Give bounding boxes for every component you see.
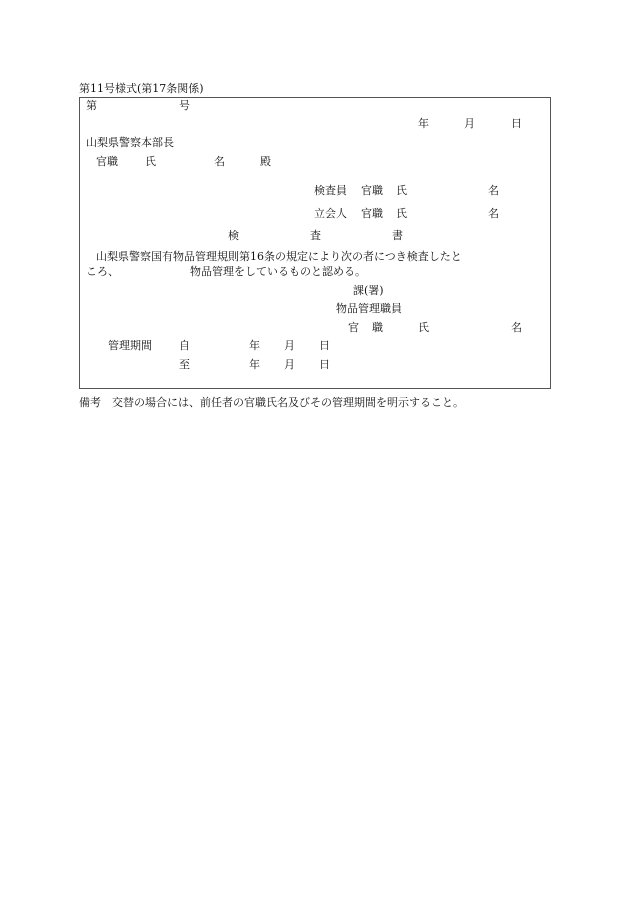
body-line-2-start: ころ、: [86, 265, 119, 278]
doc-number-suffix: 号: [179, 99, 190, 112]
period-to-month: 月: [284, 358, 295, 371]
inspector-title: 官職: [361, 184, 383, 197]
inspector-name-mei: 名: [488, 184, 499, 197]
period-to-year: 年: [249, 358, 260, 371]
manager-role: 物品管理職員: [336, 302, 402, 315]
manager-title-shoku: 職: [372, 321, 383, 334]
manager-name-mei: 名: [511, 321, 522, 334]
witness-title: 官職: [361, 207, 383, 220]
addressee-name-shi: 氏: [145, 155, 156, 168]
doc-title-char-1: 検: [228, 229, 239, 242]
period-from-day: 日: [319, 339, 330, 352]
addressee-organization: 山梨県警察本部長: [86, 136, 174, 149]
date-month: 月: [464, 117, 475, 130]
manager-name-shi: 氏: [418, 321, 429, 334]
remarks-note: 備考 交替の場合には、前任者の官職氏名及びその管理期間を明示すること。: [79, 396, 464, 409]
period-to: 至: [179, 358, 190, 371]
doc-title-char-2: 査: [310, 229, 321, 242]
inspector-name-shi: 氏: [396, 184, 407, 197]
addressee-title: 官職: [96, 155, 118, 168]
doc-number-prefix: 第: [86, 99, 97, 112]
witness-name-shi: 氏: [396, 207, 407, 220]
witness-name-mei: 名: [488, 207, 499, 220]
inspector-role: 検査員: [314, 184, 347, 197]
date-day: 日: [511, 117, 522, 130]
body-line-2-end: 物品管理をしているものと認める。: [190, 265, 366, 278]
period-from-month: 月: [284, 339, 295, 352]
period-to-day: 日: [319, 358, 330, 371]
body-line-1: 山梨県警察国有物品管理規則第16条の規定により次の者につき検査したと: [96, 250, 462, 263]
addressee-name-mei: 名: [214, 155, 225, 168]
period-from: 自: [179, 339, 190, 352]
period-label: 管理期間: [108, 339, 152, 352]
manager-title-kan: 官: [348, 321, 359, 334]
doc-title-char-3: 書: [392, 229, 403, 242]
date-year: 年: [418, 117, 429, 130]
period-from-year: 年: [249, 339, 260, 352]
addressee-honorific: 殿: [260, 155, 271, 168]
witness-role: 立会人: [314, 207, 347, 220]
section-label: 課(署): [353, 284, 384, 297]
form-number-heading: 第11号様式(第17条関係): [79, 82, 204, 95]
